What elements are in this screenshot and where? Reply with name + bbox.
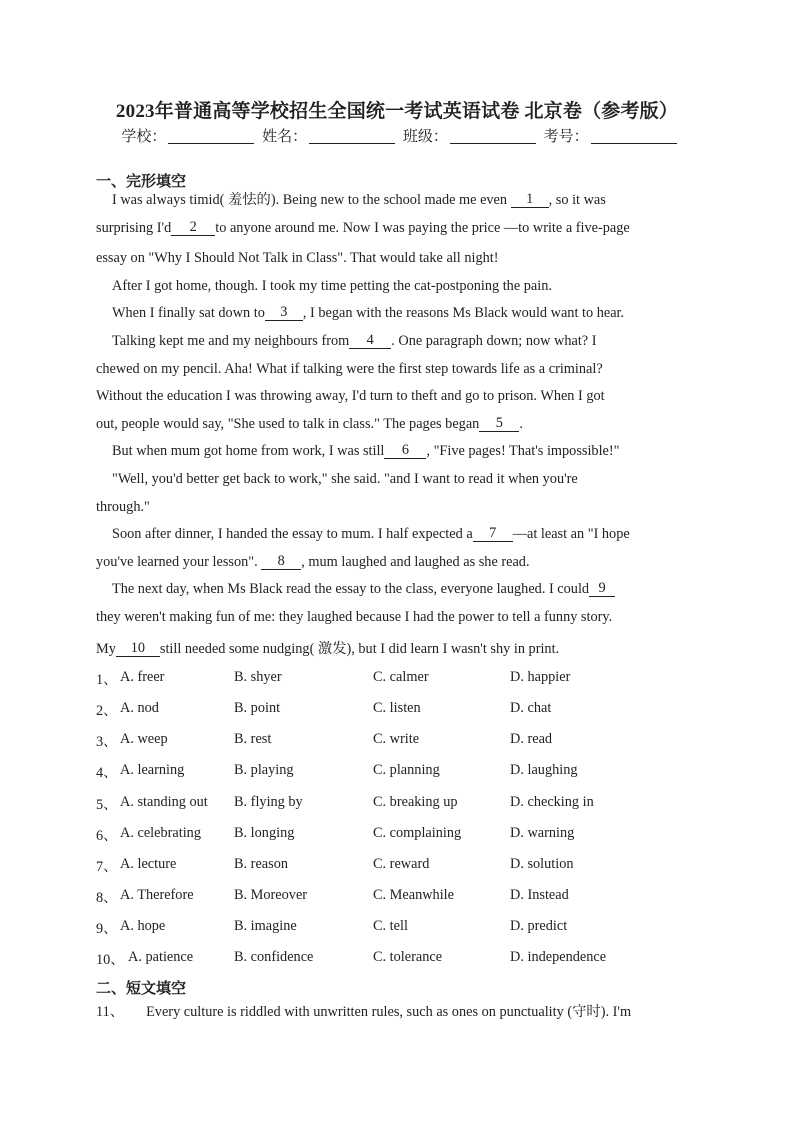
- option-d[interactable]: D. checking in: [510, 794, 594, 810]
- passage-line: After I got home, though. I took my time petting the cat-postponing the pain.: [112, 278, 552, 294]
- passage-line: [96, 1001, 696, 1021]
- option-c[interactable]: C. write: [373, 731, 420, 747]
- option-d[interactable]: D. laughing: [510, 762, 578, 778]
- passage-text: My: [96, 641, 116, 657]
- passage-line: through.": [96, 499, 150, 515]
- option-b[interactable]: B. flying by: [234, 794, 303, 810]
- school-field[interactable]: [168, 129, 254, 144]
- question-number: 1、: [96, 672, 118, 688]
- passage-line: essay on "Why I Should Not Talk in Class". That would take all night!: [96, 250, 499, 266]
- option-d[interactable]: D. solution: [510, 856, 574, 872]
- option-a[interactable]: A. hope: [120, 918, 166, 934]
- passage-line: [112, 189, 712, 209]
- blank-2: 2: [171, 220, 215, 236]
- option-b[interactable]: B. reason: [234, 856, 288, 872]
- option-b[interactable]: B. playing: [234, 762, 294, 778]
- passage-text: , mum laughed and laughed as she read.: [301, 554, 530, 570]
- passage-line: [112, 305, 712, 322]
- passage-text: The next day, when Ms Black read the essay to the class, everyone laughed. I could: [112, 581, 590, 597]
- option-d[interactable]: D. predict: [510, 918, 568, 934]
- blank-10: 10: [116, 641, 160, 657]
- passage-text: Soon after dinner, I handed the essay to mum. I half expected a: [112, 526, 473, 542]
- question-number: 11、: [96, 1004, 125, 1020]
- passage-line: chewed on my pencil. Aha! What if talking were the first step towards life as a criminal?: [96, 361, 603, 377]
- class-label: 班级：: [402, 129, 448, 145]
- passage-text: still needed some nudging( 激发), but I did learn I wasn't shy in print.: [159, 641, 560, 657]
- option-a[interactable]: A. learning: [120, 762, 185, 778]
- blank-4: 4: [349, 333, 391, 349]
- option-d[interactable]: D. independence: [510, 949, 607, 965]
- passage-line: Without the education I was throwing away, I'd turn to theft and go to prison. When I got: [96, 388, 605, 404]
- section-heading-cloze: 一、完形填空: [96, 174, 187, 190]
- option-c[interactable]: C. tolerance: [373, 949, 443, 965]
- passage-text: , I began with the reasons Ms Black would want to hear.: [302, 305, 625, 321]
- option-d[interactable]: D. Instead: [510, 887, 569, 903]
- blank-6: 6: [384, 443, 426, 459]
- section-heading-fill-in: 二、短文填空: [96, 981, 187, 997]
- passage-text: you've learned your lesson".: [96, 554, 262, 570]
- option-a[interactable]: A. weep: [120, 731, 168, 747]
- class-field[interactable]: [450, 129, 536, 144]
- blank-8: 8: [261, 554, 301, 570]
- question-number: 4、: [96, 765, 118, 781]
- option-d[interactable]: D. warning: [510, 825, 575, 841]
- option-a[interactable]: A. celebrating: [120, 825, 201, 841]
- passage-line: [112, 581, 712, 598]
- blank-9: 9: [589, 581, 615, 597]
- blank-3: 3: [265, 305, 303, 321]
- blank-1: 1: [511, 192, 549, 208]
- option-a[interactable]: A. nod: [120, 700, 159, 716]
- option-b[interactable]: B. confidence: [234, 949, 314, 965]
- option-c[interactable]: C. tell: [373, 918, 408, 934]
- option-a[interactable]: A. standing out: [120, 794, 208, 810]
- option-a[interactable]: A. freer: [120, 669, 165, 685]
- question-number: 10、: [96, 952, 125, 968]
- exam-number-field[interactable]: [591, 129, 677, 144]
- name-label: 姓名：: [262, 129, 308, 145]
- option-c[interactable]: C. complaining: [373, 825, 462, 841]
- passage-line: [112, 443, 712, 460]
- passage-text: surprising I'd: [96, 220, 172, 236]
- option-c[interactable]: C. breaking up: [373, 794, 458, 810]
- blank-5: 5: [479, 416, 519, 432]
- option-b[interactable]: B. longing: [234, 825, 295, 841]
- name-field[interactable]: [309, 129, 395, 144]
- option-d[interactable]: D. read: [510, 731, 553, 747]
- passage-text: Talking kept me and my neighbours from: [112, 333, 350, 349]
- option-c[interactable]: C. reward: [373, 856, 430, 872]
- question-number: 9、: [96, 921, 118, 937]
- option-b[interactable]: B. Moreover: [234, 887, 308, 903]
- question-number: 2、: [96, 703, 118, 719]
- student-info-line: [0, 125, 794, 146]
- blank-7: 7: [473, 526, 513, 542]
- passage-text: Every culture is riddled with unwritten rules, such as ones on punctuality (守时). I'm: [146, 1004, 632, 1020]
- passage-text: I was always timid( 羞怯的). Being new to the school made me even: [112, 192, 511, 208]
- question-number: 5、: [96, 797, 118, 813]
- passage-line: [112, 526, 712, 543]
- passage-text: But when mum got home from work, I was still: [112, 443, 385, 459]
- passage-line: [112, 333, 712, 350]
- option-b[interactable]: B. shyer: [234, 669, 282, 685]
- school-label: 学校：: [121, 129, 167, 145]
- option-b[interactable]: B. imagine: [234, 918, 297, 934]
- option-c[interactable]: C. planning: [373, 762, 440, 778]
- question-number: 8、: [96, 890, 118, 906]
- question-number: 7、: [96, 859, 118, 875]
- question-number: 6、: [96, 828, 118, 844]
- exam-title: 2023年普通高等学校招生全国统一考试英语试卷 北京卷（参考版）: [115, 101, 679, 122]
- passage-line: [96, 416, 696, 433]
- passage-line: [96, 220, 696, 237]
- passage-line: [96, 554, 696, 571]
- passage-line: [96, 638, 696, 658]
- option-a[interactable]: A. patience: [128, 949, 194, 965]
- option-b[interactable]: B. rest: [234, 731, 272, 747]
- passage-line: they weren't making fun of me: they laughed because I had the power to tell a funny story.: [96, 609, 613, 625]
- passage-text: to anyone around me. Now I was paying the price —to write a five-page: [215, 220, 630, 236]
- exam-number-label: 考号：: [543, 129, 589, 145]
- option-c[interactable]: C. calmer: [373, 669, 429, 685]
- option-c[interactable]: C. listen: [373, 700, 421, 716]
- passage-line: "Well, you'd better get back to work," she said. "and I want to read it when you're: [112, 471, 578, 487]
- question-number: 3、: [96, 734, 118, 750]
- option-a[interactable]: A. Therefore: [120, 887, 194, 903]
- option-c[interactable]: C. Meanwhile: [373, 887, 454, 903]
- passage-text: —at least an "I hope: [512, 526, 630, 542]
- passage-text: .: [519, 416, 523, 432]
- passage-text: , "Five pages! That's impossible!": [426, 443, 620, 459]
- option-d[interactable]: D. chat: [510, 700, 552, 716]
- option-d[interactable]: D. happier: [510, 669, 571, 685]
- passage-text: , so it was: [548, 192, 606, 208]
- passage-text: When I finally sat down to: [112, 305, 265, 321]
- passage-text: . One paragraph down; now what? I: [391, 333, 597, 349]
- option-b[interactable]: B. point: [234, 700, 281, 716]
- option-a[interactable]: A. lecture: [120, 856, 177, 872]
- passage-text: out, people would say, "She used to talk in class." The pages began: [96, 416, 480, 432]
